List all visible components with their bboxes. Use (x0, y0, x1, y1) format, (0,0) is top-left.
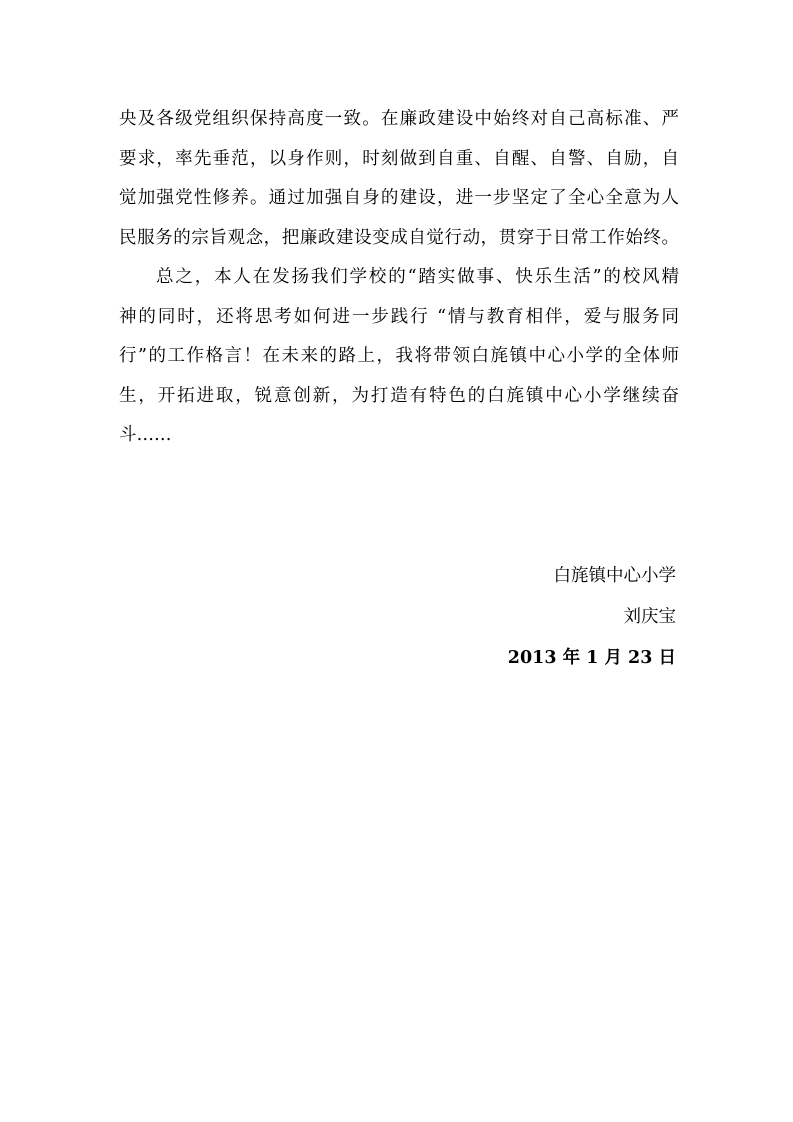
signature-name: 刘庆宝 (623, 607, 676, 627)
document-body (119, 100, 679, 456)
signature-organization: 白旄镇中心小学 (553, 566, 676, 586)
paragraph-1-line-2: 要求，率先垂范，以身作则，时刻做到自重、自醒、自警、自励，自 (119, 148, 679, 169)
paragraph-2-line-2: 神的同时，还将思考如何进一步践行 “情与教育相伴，爱与服务同 (119, 306, 679, 327)
signature-date: 2013 年 1 月 23 日 (507, 648, 676, 668)
paragraph-2-line-5: 斗…… (119, 425, 172, 445)
signature-block (376, 556, 676, 679)
paragraph-1-line-1: 央及各级党组织保持高度一致。在廉政建设中始终对自己高标准、严 (119, 109, 679, 129)
paragraph-2-line-4: 生，开拓进取，锐意创新，为打造有特色的白旄镇中心小学继续奋 (119, 385, 679, 406)
paragraph-2-line-1: 总之，本人在发扬我们学校的“踏实做事、快乐生活”的校风精 (156, 267, 679, 287)
paragraph-1-line-4: 民服务的宗旨观念，把廉政建设变成自觉行动，贯穿于日常工作始终。 (119, 227, 679, 248)
paragraph-2-line-3: 行”的工作格言！在未来的路上，我将带领白旄镇中心小学的全体师 (119, 346, 679, 366)
paragraph-1-line-3: 觉加强党性修养。通过加强自身的建设，进一步坚定了全心全意为人 (119, 188, 679, 208)
